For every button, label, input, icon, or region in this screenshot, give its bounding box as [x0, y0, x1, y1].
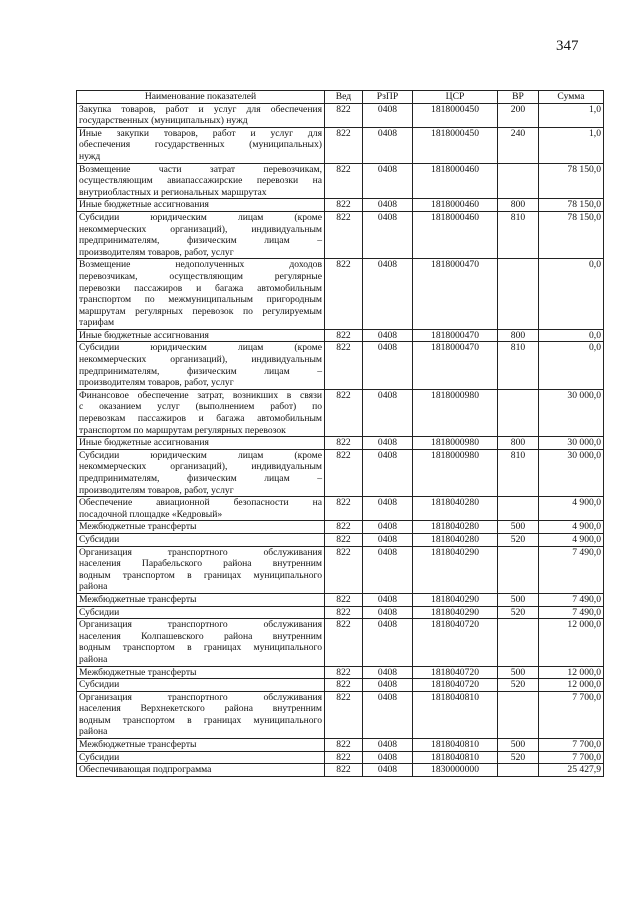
cell-ved: 822: [325, 259, 363, 330]
table-row: [77, 751, 604, 764]
table-row: [77, 497, 604, 521]
cell-csr: 1818000470: [413, 342, 498, 389]
table-row: [77, 389, 604, 436]
cell-name: [77, 691, 325, 738]
cell-rzpr: 0408: [363, 666, 413, 679]
cell-ved: 822: [325, 593, 363, 606]
cell-name-line: Субсидии: [79, 533, 120, 545]
cell-vr: 240: [498, 127, 539, 163]
cell-csr: 1818040810: [413, 751, 498, 764]
cell-rzpr: 0408: [363, 546, 413, 593]
cell-vr: [498, 546, 539, 593]
cell-name-line: района: [79, 653, 108, 665]
cell-csr: 1818040810: [413, 691, 498, 738]
cell-vr: 810: [498, 342, 539, 389]
cell-ved: 822: [325, 739, 363, 752]
table-row: [77, 199, 604, 212]
cell-vr: 810: [498, 211, 539, 258]
cell-name-line: Иные бюджетные ассигнования: [79, 329, 209, 341]
table-row: [77, 606, 604, 619]
cell-name-line: некоммерческих организаций), индивидуальным: [79, 354, 322, 366]
cell-vr: 500: [498, 666, 539, 679]
cell-rzpr: 0408: [363, 342, 413, 389]
cell-ved: 822: [325, 163, 363, 199]
cell-name-line: Организация транспортного обслуживания: [79, 546, 322, 558]
cell-rzpr: 0408: [363, 103, 413, 127]
cell-name-line: государственных (муниципальных) нужд: [79, 115, 248, 127]
table-body: [77, 103, 604, 776]
cell-name: [77, 606, 325, 619]
cell-name: [77, 739, 325, 752]
cell-name-line: внутриобластных и региональных маршрутах: [79, 186, 267, 198]
cell-name-line: Финансовое обеспечение затрат, возникших в связи: [79, 389, 322, 401]
cell-ved: 822: [325, 764, 363, 777]
table-row: [77, 533, 604, 546]
table-row: [77, 764, 604, 777]
cell-vr: 800: [498, 437, 539, 450]
cell-sum: 0,0: [539, 259, 604, 330]
cell-ved: 822: [325, 127, 363, 163]
cell-name-line: Межбюджетные трансферты: [79, 521, 197, 533]
cell-ved: 822: [325, 389, 363, 436]
cell-name: [77, 163, 325, 199]
cell-rzpr: 0408: [363, 437, 413, 450]
cell-sum: 7 700,0: [539, 691, 604, 738]
table-row: [77, 437, 604, 450]
cell-csr: 1818040720: [413, 619, 498, 666]
cell-name-line: посадочной площадке «Кедровый»: [79, 508, 223, 520]
table-row: [77, 679, 604, 692]
cell-rzpr: 0408: [363, 389, 413, 436]
cell-name-line: осуществляющим авиапассажирские перевозки на: [79, 175, 322, 187]
cell-name: [77, 751, 325, 764]
cell-name: [77, 329, 325, 342]
cell-vr: [498, 619, 539, 666]
cell-name-line: Иные бюджетные ассигнования: [79, 199, 209, 211]
cell-rzpr: 0408: [363, 593, 413, 606]
cell-rzpr: 0408: [363, 691, 413, 738]
table-row: [77, 691, 604, 738]
cell-vr: [498, 259, 539, 330]
cell-sum: 7 700,0: [539, 739, 604, 752]
cell-ved: 822: [325, 666, 363, 679]
cell-name: [77, 199, 325, 212]
cell-name: [77, 127, 325, 163]
cell-vr: 200: [498, 103, 539, 127]
cell-name-line: Иные бюджетные ассигнования: [79, 437, 209, 449]
cell-csr: 1818000470: [413, 259, 498, 330]
cell-vr: 810: [498, 449, 539, 496]
cell-csr: 1830000000: [413, 764, 498, 777]
table-row: [77, 103, 604, 127]
table-row: [77, 342, 604, 389]
cell-name-line: Иные закупки товаров, работ и услуг для: [79, 127, 322, 139]
cell-name-line: некоммерческих организаций), индивидуальным: [79, 223, 322, 235]
cell-ved: 822: [325, 533, 363, 546]
cell-name-line: водным транспортом в границах муниципального: [79, 714, 322, 726]
header-rzpr: РзПР: [363, 91, 413, 104]
cell-name-line: производителям товаров, работ, услуг: [79, 484, 234, 496]
cell-vr: 800: [498, 199, 539, 212]
cell-name-line: нужд: [79, 150, 101, 162]
cell-sum: 30 000,0: [539, 389, 604, 436]
cell-rzpr: 0408: [363, 606, 413, 619]
cell-csr: 1818000980: [413, 389, 498, 436]
cell-name-line: населения Колпашевского района внутренним: [79, 630, 322, 642]
cell-csr: 1818000460: [413, 199, 498, 212]
cell-rzpr: 0408: [363, 619, 413, 666]
cell-csr: 1818040290: [413, 606, 498, 619]
cell-name-line: Организация транспортного обслуживания: [79, 619, 322, 631]
cell-sum: 1,0: [539, 127, 604, 163]
cell-ved: 822: [325, 199, 363, 212]
table-row: [77, 521, 604, 534]
cell-vr: 520: [498, 751, 539, 764]
cell-rzpr: 0408: [363, 127, 413, 163]
cell-rzpr: 0408: [363, 199, 413, 212]
cell-vr: 520: [498, 533, 539, 546]
cell-rzpr: 0408: [363, 329, 413, 342]
cell-csr: 1818000470: [413, 329, 498, 342]
header-sum: Сумма: [539, 91, 604, 104]
cell-vr: 520: [498, 679, 539, 692]
cell-sum: 12 000,0: [539, 679, 604, 692]
cell-sum: 7 490,0: [539, 546, 604, 593]
cell-name-line: Возмещение части затрат перевозчикам,: [79, 163, 322, 175]
cell-sum: 1,0: [539, 103, 604, 127]
cell-name: [77, 679, 325, 692]
table-row: [77, 546, 604, 593]
page-number: 347: [556, 38, 579, 54]
cell-name: [77, 593, 325, 606]
cell-name: [77, 211, 325, 258]
cell-name: [77, 619, 325, 666]
cell-vr: [498, 691, 539, 738]
cell-ved: 822: [325, 103, 363, 127]
cell-ved: 822: [325, 437, 363, 450]
cell-rzpr: 0408: [363, 679, 413, 692]
cell-name-line: Межбюджетные трансферты: [79, 666, 197, 678]
cell-ved: 822: [325, 546, 363, 593]
cell-csr: 1818000450: [413, 103, 498, 127]
cell-rzpr: 0408: [363, 533, 413, 546]
cell-csr: 1818040810: [413, 739, 498, 752]
cell-name: [77, 437, 325, 450]
cell-csr: 1818040290: [413, 593, 498, 606]
cell-name-line: транспортом по межмуниципальным пригородным: [79, 294, 322, 306]
cell-name: [77, 764, 325, 777]
cell-sum: 78 150,0: [539, 199, 604, 212]
cell-vr: [498, 497, 539, 521]
cell-name-line: с оказанием услуг (выполнением работ) по: [79, 401, 322, 413]
cell-sum: 25 427,9: [539, 764, 604, 777]
cell-vr: 520: [498, 606, 539, 619]
cell-name: [77, 521, 325, 534]
cell-name-line: района: [79, 581, 108, 593]
cell-sum: 78 150,0: [539, 163, 604, 199]
cell-sum: 7 490,0: [539, 593, 604, 606]
cell-csr: 1818040720: [413, 679, 498, 692]
cell-ved: 822: [325, 619, 363, 666]
cell-name-line: некоммерческих организаций), индивидуальным: [79, 461, 322, 473]
cell-vr: [498, 389, 539, 436]
cell-name-line: предпринимателям, физическим лицам –: [79, 235, 322, 247]
cell-rzpr: 0408: [363, 521, 413, 534]
cell-ved: 822: [325, 497, 363, 521]
table-header-row: [77, 91, 604, 104]
cell-ved: 822: [325, 342, 363, 389]
cell-vr: [498, 764, 539, 777]
table-row: [77, 619, 604, 666]
cell-sum: 12 000,0: [539, 666, 604, 679]
cell-name-line: производителям товаров, работ, услуг: [79, 377, 234, 389]
cell-name-line: предпринимателям, физическим лицам –: [79, 473, 322, 484]
table-row: [77, 329, 604, 342]
cell-name-line: перевозкам пассажиров и багажа автомобильным: [79, 413, 322, 425]
cell-name-line: Межбюджетные трансферты: [79, 739, 197, 751]
cell-rzpr: 0408: [363, 739, 413, 752]
table-row: [77, 666, 604, 679]
cell-vr: 800: [498, 329, 539, 342]
cell-name-line: Закупка товаров, работ и услуг для обеспечения: [79, 103, 322, 115]
cell-name: [77, 666, 325, 679]
cell-sum: 30 000,0: [539, 437, 604, 450]
cell-name-line: транспортом по маршрутам регулярных перевозок: [79, 424, 286, 436]
cell-sum: 4 900,0: [539, 533, 604, 546]
cell-csr: 1818000460: [413, 163, 498, 199]
cell-csr: 1818040280: [413, 497, 498, 521]
cell-sum: 7 490,0: [539, 606, 604, 619]
table-row: [77, 127, 604, 163]
cell-vr: 500: [498, 521, 539, 534]
table-row: [77, 593, 604, 606]
cell-sum: 4 900,0: [539, 521, 604, 534]
cell-ved: 822: [325, 751, 363, 764]
cell-ved: 822: [325, 691, 363, 738]
cell-name-line: водным транспортом в границах муниципального: [79, 569, 322, 581]
cell-rzpr: 0408: [363, 449, 413, 496]
cell-csr: 1818000980: [413, 437, 498, 450]
cell-csr: 1818000450: [413, 127, 498, 163]
cell-sum: 0,0: [539, 342, 604, 389]
cell-name-line: перевозки пассажиров и багажа автомобильным: [79, 282, 322, 294]
cell-name-line: Обеспечивающая подпрограмма: [79, 764, 212, 776]
table-row: [77, 211, 604, 258]
cell-rzpr: 0408: [363, 163, 413, 199]
cell-csr: 1818040280: [413, 521, 498, 534]
cell-name-line: маршрутам регулярных перевозок по регулируемым: [79, 305, 322, 317]
cell-name-line: Субсидии юридическим лицам (кроме: [79, 211, 322, 223]
cell-sum: 0,0: [539, 329, 604, 342]
cell-sum: 12 000,0: [539, 619, 604, 666]
cell-name-line: производителям товаров, работ, услуг: [79, 246, 234, 258]
cell-name-line: Возмещение недополученных доходов: [79, 259, 322, 271]
table-row: [77, 449, 604, 496]
cell-ved: 822: [325, 679, 363, 692]
header-csr: ЦСР: [413, 91, 498, 104]
header-name: Наименование показателей: [77, 91, 325, 104]
cell-csr: 1818040280: [413, 533, 498, 546]
cell-rzpr: 0408: [363, 764, 413, 777]
cell-sum: 30 000,0: [539, 449, 604, 496]
cell-rzpr: 0408: [363, 751, 413, 764]
cell-name-line: Субсидии: [79, 679, 120, 691]
cell-csr: 1818000460: [413, 211, 498, 258]
cell-name-line: Субсидии юридическим лицам (кроме: [79, 449, 322, 461]
cell-name: [77, 342, 325, 389]
header-vr: ВР: [498, 91, 539, 104]
cell-csr: 1818040720: [413, 666, 498, 679]
cell-rzpr: 0408: [363, 259, 413, 330]
cell-name-line: Обеспечение авиационной безопасности на: [79, 497, 322, 509]
cell-name: [77, 497, 325, 521]
table-row: [77, 739, 604, 752]
cell-name-line: Субсидии: [79, 751, 120, 763]
cell-name-line: водным транспортом в границах муниципального: [79, 642, 322, 654]
cell-name-line: перевозчикам, осуществляющим регулярные: [79, 270, 322, 282]
cell-name-line: тарифам: [79, 317, 115, 329]
cell-rzpr: 0408: [363, 497, 413, 521]
table-row: [77, 259, 604, 330]
cell-name-line: населения Парабельского района внутренним: [79, 558, 322, 570]
cell-name-line: Субсидии юридическим лицам (кроме: [79, 342, 322, 354]
cell-csr: 1818040290: [413, 546, 498, 593]
cell-sum: 78 150,0: [539, 211, 604, 258]
cell-name-line: Организация транспортного обслуживания: [79, 691, 322, 703]
cell-name-line: предпринимателям, физическим лицам –: [79, 365, 322, 377]
cell-name: [77, 449, 325, 496]
cell-vr: 500: [498, 739, 539, 752]
cell-name: [77, 546, 325, 593]
cell-ved: 822: [325, 329, 363, 342]
cell-ved: 822: [325, 521, 363, 534]
cell-ved: 822: [325, 606, 363, 619]
cell-sum: 7 700,0: [539, 751, 604, 764]
cell-vr: [498, 163, 539, 199]
cell-name: [77, 103, 325, 127]
cell-name-line: населения Верхнекетского района внутренним: [79, 703, 322, 715]
cell-name-line: Субсидии: [79, 606, 120, 618]
cell-name: [77, 259, 325, 330]
cell-ved: 822: [325, 211, 363, 258]
cell-name: [77, 533, 325, 546]
cell-vr: 500: [498, 593, 539, 606]
table-row: [77, 163, 604, 199]
header-ved: Вед: [325, 91, 363, 104]
cell-name-line: обеспечения государственных (муниципальных): [79, 139, 322, 151]
cell-rzpr: 0408: [363, 211, 413, 258]
cell-csr: 1818000980: [413, 449, 498, 496]
budget-table: [76, 90, 604, 777]
cell-ved: 822: [325, 449, 363, 496]
cell-name: [77, 389, 325, 436]
cell-sum: 4 900,0: [539, 497, 604, 521]
cell-name-line: Межбюджетные трансферты: [79, 593, 197, 605]
cell-name-line: района: [79, 726, 108, 738]
